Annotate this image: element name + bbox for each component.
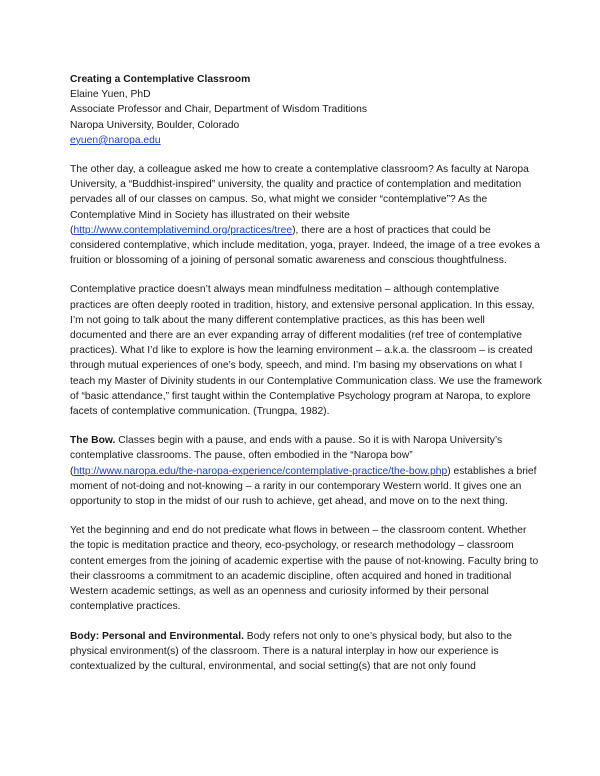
paragraph-text: Classes begin with a pause, and ends with a pause. So it is with Naropa University’s contemplative classrooms. The pause, often embodied in the “Naropa bow” (	[70, 435, 503, 477]
document-title: Creating a Contemplative Classroom	[70, 74, 251, 85]
paragraph-text: The other day, a colleague asked me how to create a contemplative classroom? As faculty at Naropa University, a “Buddhist-inspired” university, the quality and practice of contemplation and meditation pervades all of our classes on campus. So, what might we consider “contemplative”? As the Contemplative Mind in Society has illustrated on their website (	[70, 164, 529, 236]
paragraph-contemplative-practice	[70, 282, 542, 419]
section-heading-the-bow: The Bow.	[70, 435, 116, 447]
naropa-bow-link[interactable]: http://www.naropa.edu/the-naropa-experience/contemplative-practice/the-bow.php	[73, 465, 448, 477]
paragraph-body	[70, 629, 542, 675]
paragraph-text: ), there are a host of practices that could be considered contemplative, which include meditation, yoga, prayer. Indeed, the image of a tree evokes a fruition or blossoming of a joining of personal somatic awareness and conscious thoughtfulness.	[70, 224, 540, 267]
document-header	[70, 72, 542, 148]
paragraph-classroom-content	[70, 523, 542, 614]
paragraph-text: Yet the beginning and end do not predicate what flows in between – the classroom content. Whether the topic is meditation practice and theory, eco-psychology, or research methodology – classroom content emerges from the joining of academic expertise with the pause of not-knowing. Faculty bring to their classrooms a commitment to an academic discipline, often acquired and honed in traditional Western academic settings, as well as an openness and curiosity informed by their personal contemplative practices.	[70, 525, 539, 613]
author-name: Elaine Yuen, PhD	[70, 89, 151, 101]
author-institution: Naropa University, Boulder, Colorado	[70, 119, 240, 131]
paragraph-text: ) establishes a brief moment of not-doing and not-knowing – a rarity in our contemporary Western world. It gives one an opportunity to stop in the midst of our rush to achieve, get ahead, and move on to the next thing.	[70, 465, 537, 508]
contemplative-mind-link[interactable]: http://www.contemplativemind.org/practices/tree	[73, 224, 293, 236]
section-heading-body: Body: Personal and Environmental.	[70, 630, 244, 642]
paragraph-text: Contemplative practice doesn’t always mean mindfulness meditation – although contemplative practices are often deeply rooted in tradition, history, and extensive personal application. In this essay, I’m not going to talk about the many different contemplative practices, as this has been well documented and there are an ever expanding array of different modalities (ref tree of contemplative practices). What I’d like to explore is how the learning environment – a.k.a. the classroom – is created through mutual experiences of one’s body, speech, and mind. I’m basing my observations on what I teach my Master of Divinity students in our Contemplative Communication class. We use the framework of “basic attendance,” first taught within the Contemplative Psychology program at Naropa, to explore facets of contemplative communication. (Trungpa, 1982).	[70, 284, 542, 418]
author-email-link[interactable]: eyuen@naropa.edu	[70, 134, 161, 146]
author-position: Associate Professor and Chair, Department of Wisdom Traditions	[70, 104, 368, 116]
paragraph-the-bow	[70, 433, 542, 509]
paragraph-intro	[70, 162, 542, 268]
paragraph-text: Body refers not only to one’s physical body, but also to the physical environment(s) of the classroom. There is a natural interplay in how our experience is contextualized by the cultural, environmental, and social setting(s) that are not only found	[70, 630, 513, 672]
